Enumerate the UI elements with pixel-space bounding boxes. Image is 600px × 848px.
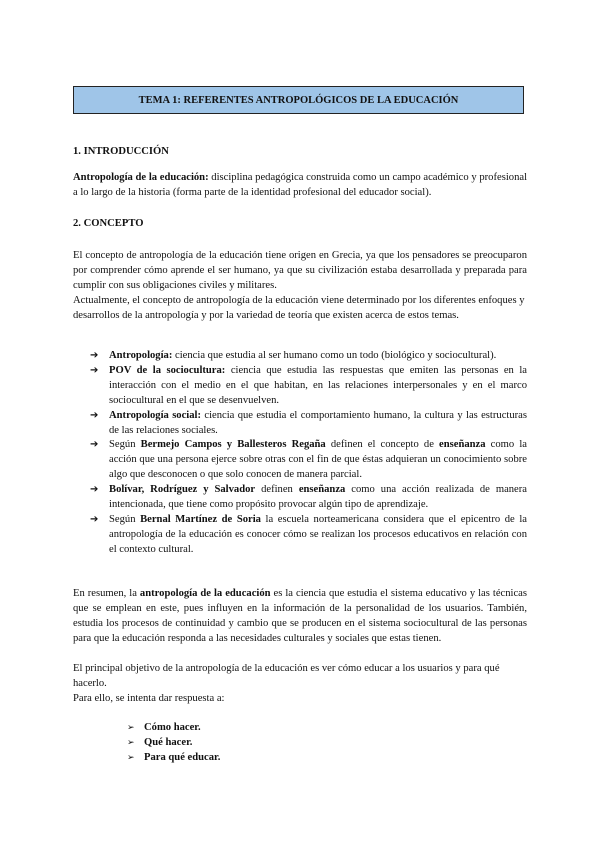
page-title-text: TEMA 1: REFERENTES ANTROPOLÓGICOS DE LA EDUCACIÓN [138, 94, 459, 106]
section-heading-concepto: 2. CONCEPTO [73, 218, 144, 229]
list-item: ➢ Qué hacer. [127, 736, 220, 751]
list-item: ➔ Antropología: ciencia que estudia al ser humano como un todo (biológico y sociocultural). [90, 349, 527, 364]
arrow-right-icon: ➔ [90, 409, 99, 421]
triangle-arrow-icon: ➢ [127, 752, 135, 763]
concept-paragraph-1: El concepto de antropología de la educación tiene origen en Grecia, ya que los pensadores se preocuparon por comprender cómo aprende el ser humano, ya que su civilización estaba desarrollada y preparada para cumplir con sus obligaciones civiles y militares. [73, 250, 527, 292]
triangle-arrow-icon: ➢ [127, 723, 135, 733]
objective-paragraph: El principal objetivo de la antropología de la educación es ver cómo educar a los usuarios y para qué hacerlo. [73, 663, 500, 690]
arrow-right-icon: ➔ [90, 439, 99, 451]
section-heading-introduccion: 1. INTRODUCCIÓN [73, 146, 169, 157]
page-title [73, 86, 524, 114]
list-item: ➔ Bolívar, Rodríguez y Salvador definen enseñanza como una acción realizada de manera intencionada, que tiene como propósito provocar algún tipo de aprendizaje. [90, 484, 527, 511]
arrow-right-icon: ➔ [90, 364, 99, 376]
summary-term: antropología de la educación [139, 588, 271, 599]
intro-term: Antropología de la educación: [73, 172, 209, 183]
arrow-right-icon: ➔ [90, 484, 99, 496]
list-item: ➢ Para qué educar. [127, 751, 220, 766]
list-item: ➔ Antropología social: ciencia que estudia el comportamiento humano, la cultura y las estructuras de las relaciones sociales. [90, 409, 527, 436]
triangle-arrow-icon: ➢ [127, 737, 135, 748]
summary-paragraph: En resumen, la antropología de la educación es la ciencia que estudia el sistema educativo y las técnicas que se emplean en este, pues influyen en la información de la personalidad de los usuarios. También, estudia los procesos de continuidad y cambio que se producen en el sistema sociocultural de las personas para que la educación responda a las necesidades culturales y sociales que estas tienen. [73, 588, 527, 645]
definitions-list [90, 349, 527, 558]
list-item: ➢ Cómo hacer. [127, 721, 220, 736]
arrow-right-icon: ➔ [90, 513, 99, 525]
list-item: ➔ POV de la sociocultura: ciencia que estudia las respuestas que emiten las personas en la interacción con el medio en el que habitan, en las relaciones interpersonales y en el marco sociocultural en el que se desenvuelven. [90, 364, 527, 406]
intro-paragraph [73, 170, 527, 200]
list-item: ➔ Según Bermejo Campos y Ballesteros Regaña definen el concepto de enseñanza como la acción que una persona ejerce sobre otras con el fin de que éstas adquieran un conocimiento sobre algo que desconocen o que solo conocen de manera parcial. [90, 439, 527, 481]
intro-text: disciplina pedagógica construida como un campo académico y profesional a lo largo de la historia (forma parte de la identidad profesional del educador social). [73, 172, 528, 199]
concept-paragraph-2: Actualmente, el concepto de antropología de la educación viene determinado por los diferentes enfoques y desarrollos de la antropología y por la variedad de teoría que existen acerca de estos temas. [73, 295, 525, 322]
questions-list [127, 721, 220, 765]
arrow-right-icon: ➔ [90, 350, 99, 361]
list-item: ➔ Según Bernal Martínez de Soria la escuela norteamericana considera que el epicentro de la antropología de la educación es conocer cómo se realizan los procesos educativos en relación con el contexto cultural. [90, 513, 527, 555]
answer-intro: Para ello, se intenta dar respuesta a: [73, 693, 225, 704]
